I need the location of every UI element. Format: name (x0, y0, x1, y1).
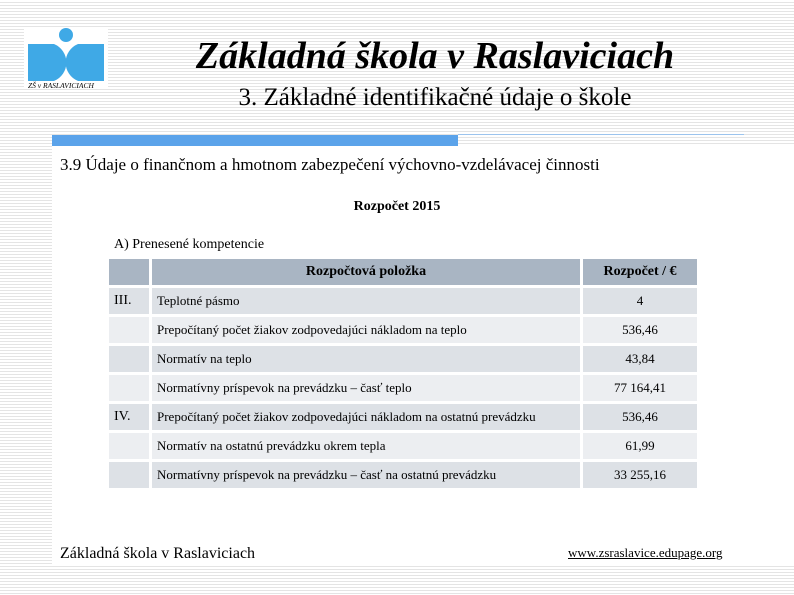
item-value: 61,99 (583, 433, 697, 459)
row-number (109, 433, 149, 459)
accent-bar (52, 135, 458, 146)
page-title: Základná škola v Raslaviciach (195, 35, 675, 77)
item-value: 77 164,41 (583, 375, 697, 401)
school-logo (24, 27, 108, 89)
row-number: III. (109, 288, 149, 314)
item-value: 33 255,16 (583, 462, 697, 488)
section-label: A) Prenesené kompetencie (114, 237, 265, 252)
table-row (109, 462, 697, 488)
item-name: Teplotné pásmo (152, 288, 580, 314)
footer-school-name: Základná škola v Raslaviciach (60, 545, 256, 562)
header-cell (109, 259, 149, 285)
row-number (109, 462, 149, 488)
section-heading: 3.9 Údaje o finančnom a hmotnom zabezpečení výchovno-vzdelávacej činnosti (60, 155, 600, 174)
row-number (109, 375, 149, 401)
row-number (109, 317, 149, 343)
footer-website-link[interactable]: www.zsraslavice.edupage.org (568, 545, 723, 560)
table-row (109, 288, 697, 314)
table-row (109, 346, 697, 372)
svg-text:ZŠ v RASLAVICIACH: ZŠ v RASLAVICIACH (28, 81, 94, 89)
item-value: 43,84 (583, 346, 697, 372)
item-value: 536,46 (583, 404, 697, 430)
item-name: Normatív na teplo (152, 346, 580, 372)
item-name: Normatív na ostatnú prevádzku okrem tepla (152, 433, 580, 459)
item-value: 4 (583, 288, 697, 314)
budget-table (106, 256, 700, 491)
row-number (109, 346, 149, 372)
table-row (109, 317, 697, 343)
page-subtitle: 3. Základné identifikačné údaje o škole (238, 84, 632, 111)
item-name: Prepočítaný počet žiakov zodpovedajúci nákladom na teplo (152, 317, 580, 343)
table-row (109, 375, 697, 401)
table-row (109, 433, 697, 459)
table-header (109, 259, 697, 285)
divider-line (458, 134, 744, 135)
header-cell: Rozpočet / € (583, 259, 697, 285)
budget-title: Rozpočet 2015 (353, 199, 441, 214)
row-number: IV. (109, 404, 149, 430)
item-name: Normatívny príspevok na prevádzku – časť teplo (152, 375, 580, 401)
table-row (109, 404, 697, 430)
item-name: Normatívny príspevok na prevádzku – časť na ostatnú prevádzku (152, 462, 580, 488)
item-name: Prepočítaný počet žiakov zodpovedajúci nákladom na ostatnú prevádzku (152, 404, 580, 430)
item-value: 536,46 (583, 317, 697, 343)
header-cell: Rozpočtová položka (152, 259, 580, 285)
